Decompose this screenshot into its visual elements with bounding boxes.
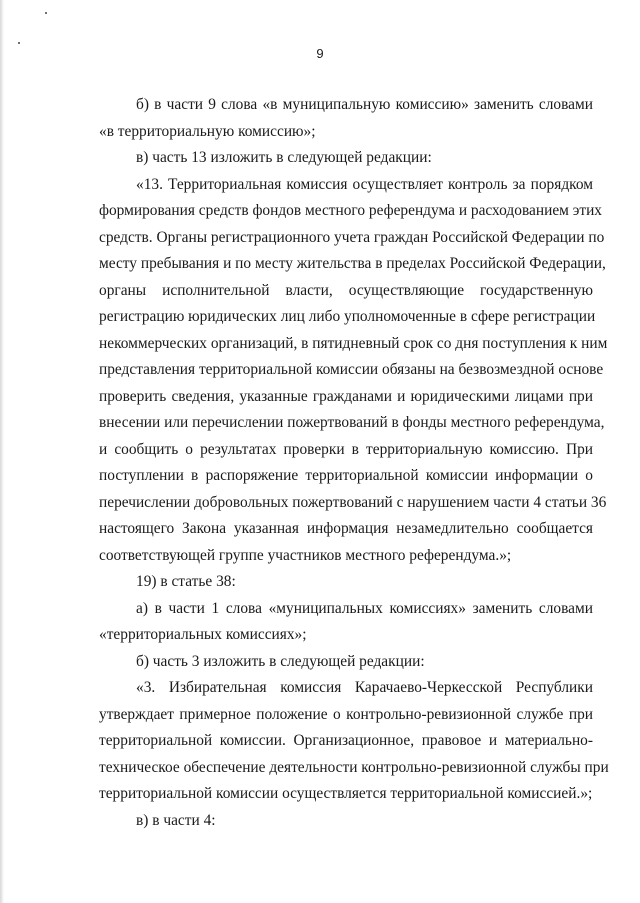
text-line: проверить сведения, указанные гражданами и юридическими лицами при [99,387,593,405]
text-line: настоящего Закона указанная информация незамедлительно сообщается [99,520,593,537]
text-line: средств. Органы регистрационного учета граждан Российской Федерации по [99,228,605,246]
text-line: формирования средств фондов местного референдума и расходованием этих [99,202,602,219]
scan-edge-shadow [0,0,4,903]
text-line: утверждает примерное положение о контрольно-ревизионной службе при [99,705,593,723]
text-line: внесении или перечислении пожертвований в фонды местного референдума, [99,414,605,431]
page-number: 9 [316,46,324,61]
text-line: «13. Территориальная комиссия осуществляет контроль за порядком [136,175,593,193]
text-line: территориальной комиссии осуществляется территориальной комиссией.»; [99,785,593,802]
text-line: регистрацию юридических лиц либо уполномоченные в сфере регистрации [99,308,596,325]
text-line: и сообщить о результатах проверки в территориальную комиссию. При [99,440,593,458]
text-line: в) в части 4: [136,811,216,829]
text-line: б) в части 9 слова «в муниципальную комиссию» заменить словами [136,96,593,113]
text-line: месту пребывания и по месту жительства в пределах Российской Федерации, [99,255,606,272]
text-line: б) часть 3 изложить в следующей редакции: [136,652,425,670]
text-line: соответствующей группе участников местного референдума.»; [99,546,512,564]
text-line: «в территориальную комиссию»; [99,122,316,140]
text-line: «территориальных комиссиях»; [99,626,307,643]
scan-speck [45,12,47,14]
text-line: а) в части 1 слова «муниципальных комиссиях» заменить словами [136,599,593,617]
text-line: в) часть 13 изложить в следующей редакции: [136,149,432,166]
text-line: 19) в статье 38: [136,573,236,590]
text-line: «3. Избирательная комиссия Карачаево-Черкесской Республики [136,679,593,696]
scan-speck [18,42,20,44]
text-line: поступлении в распоряжение территориальной комиссии информации о [99,467,593,484]
text-line: техническое обеспечение деятельности контрольно-ревизионной службы при [99,758,609,776]
text-line: некоммерческих организаций, в пятидневный срок со дня поступления к ним [99,334,608,352]
text-line: перечислении добровольных пожертвований с нарушением части 4 статьи 36 [99,493,607,511]
document-body [99,92,609,834]
text-line: органы исполнительной власти, осуществляющие государственную [99,281,593,299]
text-line: территориальной комиссии. Организационное, правовое и материально- [99,732,593,749]
text-line: представления территориальной комиссии обязаны на безвозмездной основе [99,361,604,378]
